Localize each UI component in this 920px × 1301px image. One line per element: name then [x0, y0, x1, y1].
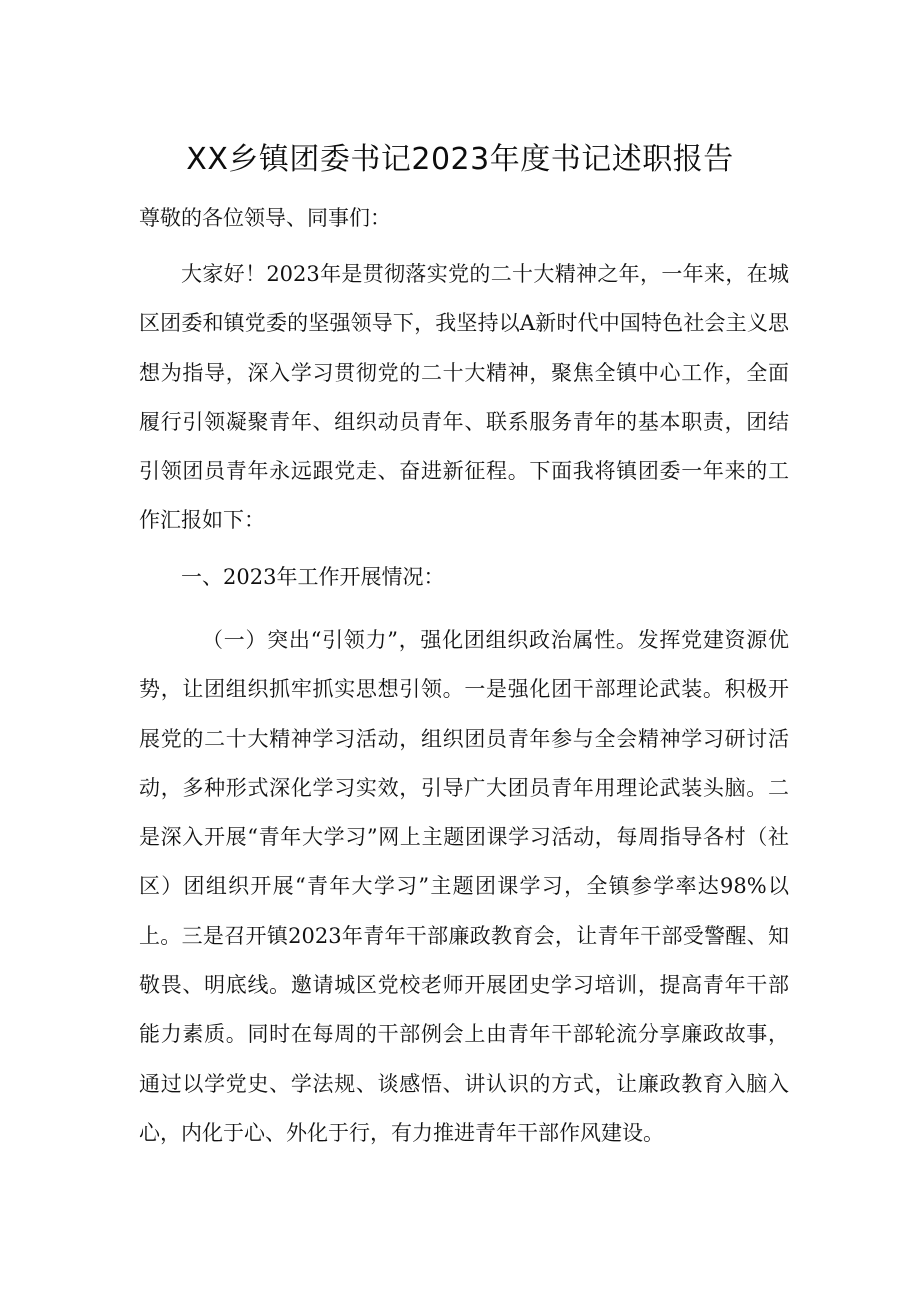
section-paragraph: （一）突出“引领力”，强化团组织政治属性。发挥党建资源优势，让团组织抓牢抓实思想引领。一是强化团干部理论武装。积极开展党的二十大精神学习活动，组织团员青年参与全会精神学习研讨活动，多种形式深化学习实效，引导广大团员青年用理论武装头脑。二是深入开展“青年大学习”网上主题团课学习活动，每周指导各村（社区）团组织开展“青年大学习”主题团课学习，全镇参学率达98%以上。三是召开镇2023年青年干部廉政教育会，让青年干部受警醒、知敬畏、明底线。邀请城区党校老师开展团史学习培训，提高青年干部能力素质。同时在每周的干部例会上由青年干部轮流分享廉政故事，通过以学党史、学法规、谈感悟、讲认识的方式，让廉政教育入脑入心，内化于心、外化于行，有力推进青年干部作风建设。: [139, 628, 789, 1145]
document-title: XX乡镇团委书记2023年度书记述职报告: [186, 142, 734, 177]
intro-paragraph: 大家好！2023年是贯彻落实党的二十大精神之年，一年来，在城区团委和镇党委的坚强领导下，我坚持以A新时代中国特色社会主义思想为指导，深入学习贯彻党的二十大精神，聚焦全镇中心工作，全面履行引领凝聚青年、组织动员青年、联系服务青年的基本职责，团结引领团员青年永远跟党走、奋进新征程。下面我将镇团委一年来的工作汇报如下：: [139, 262, 789, 533]
greeting: 尊敬的各位领导、同事们：: [139, 206, 391, 230]
section-heading: 一、2023年工作开展情况：: [181, 565, 445, 589]
